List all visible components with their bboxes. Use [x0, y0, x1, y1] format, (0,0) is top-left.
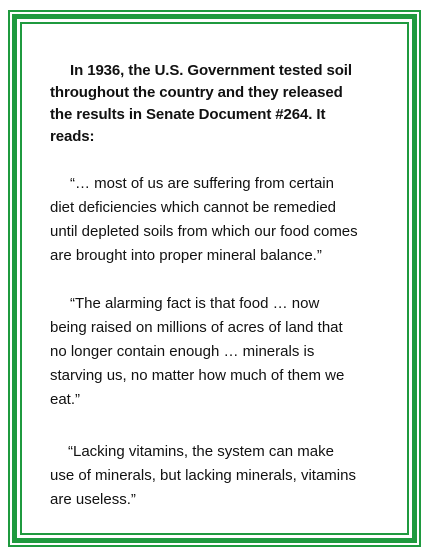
quote-paragraph-3: “Lacking vitamins, the system can make use of minerals, but lacking minerals, vitamins are useless.”	[50, 443, 356, 508]
intro-paragraph: In 1936, the U.S. Government tested soil throughout the country and they released the results in Senate Document #264. It reads:	[50, 62, 352, 145]
quote-paragraph-2: “The alarming fact is that food … now being raised on millions of acres of land that no longer contain enough … minerals is starving us, no matter how much of them we eat.”	[50, 295, 345, 408]
document-body	[50, 60, 360, 512]
quote-paragraph-1: “… most of us are suffering from certain diet deficiencies which cannot be remedied until depleted soils from which our food comes are brought into proper mineral balance.”	[50, 175, 358, 264]
